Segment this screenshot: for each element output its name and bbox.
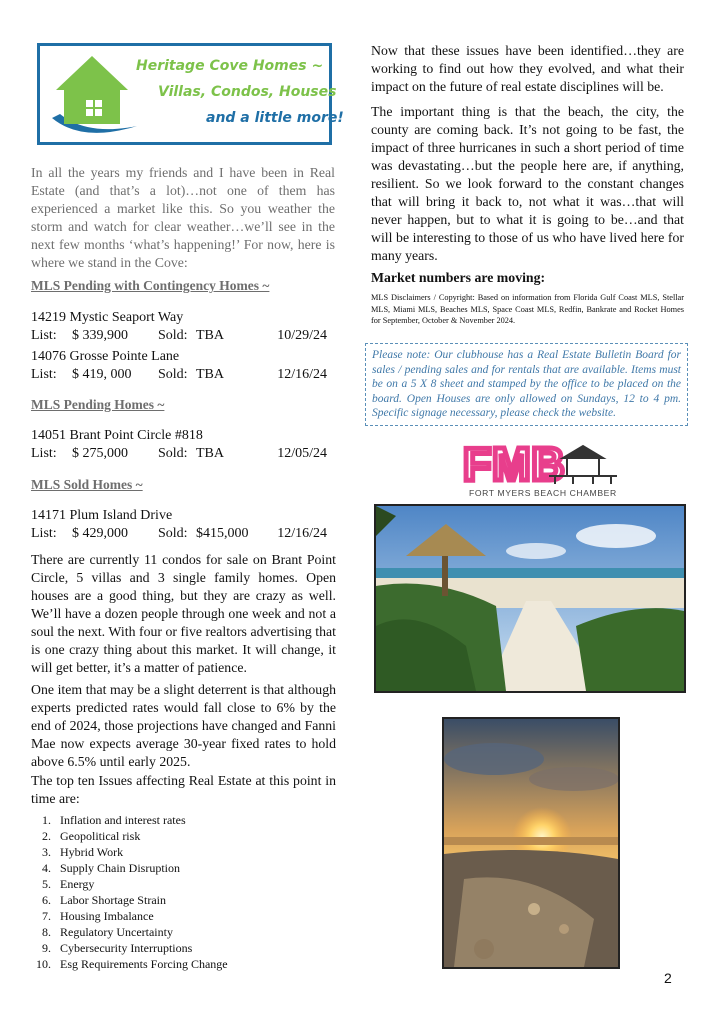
listing-date: 12/05/24 [277,446,327,461]
logo-line-1: Heritage Cove Homes ~ [136,58,324,74]
list-item: 9. Cybersecurity Interruptions [54,940,374,956]
issues-intro-paragraph: The top ten Issues affecting Real Estate at this point in time are: [31,773,336,806]
sold-label: Sold: [158,328,188,343]
sold-value: TBA [196,446,224,461]
logo-line-2: Villas, Condos, Houses [158,84,337,100]
pending-heading: MLS Pending Homes ~ [31,397,165,412]
list-price: $ 339,900 [72,328,128,343]
intro-paragraph: In all the years my friends and I have been in Real Estate (and that’s a lot)…not one of them has experienced a market like this. So you weather the storm and watch for clear weather…we’ll see in the next few months ‘what’s happening!’ For now, here is where we stand in the Cove: [31,165,335,270]
list-item: 7. Housing Imbalance [54,908,374,924]
list-price: $ 275,000 [72,446,128,461]
listing-mystic-seaport [31,309,327,345]
list-item: 8. Regulatory Uncertainty [54,924,374,940]
condos-paragraph: There are currently 11 condos for sale on Brant Point Circle, 5 villas and 3 single family homes. Open houses are a good thing, but they are crazy as well. We’ll have a dozen people through one week and not a soul the next. With four or five realtors advertising that is one crazy thing about this market. It will change, it will get better, it’s a matter of patience. [31,552,336,675]
list-price: $ 419, 000 [72,367,132,382]
sold-label: Sold: [158,446,188,461]
list-label: List: [31,446,57,461]
list-label: List: [31,367,57,382]
listing-address: 14076 Grosse Pointe Lane [31,349,180,364]
list-item: 5. Energy [54,876,374,892]
listing-plum-island [31,507,327,543]
market-numbers-heading: Market numbers are moving: [371,270,546,285]
beach-path-photo [374,504,686,693]
list-item: 1. Inflation and interest rates [54,812,374,828]
list-item: 3. Hybrid Work [54,844,374,860]
listing-address: 14219 Mystic Seaport Way [31,310,184,325]
page-number: 2 [664,970,672,986]
mls-disclaimer: MLS Disclaimers / Copyright: Based on information from Florida Gulf Coast MLS, Stellar MLS, Miami MLS, Beaches MLS, Space Coast MLS, Redfin, Bankrate and Rocket Homes for September, October & November 2024. [371,293,684,325]
list-label: List: [31,328,57,343]
sold-value: TBA [196,328,224,343]
logo-line-3: and a little more! [206,110,344,126]
fmb-letters: FMB [463,440,566,486]
listing-date: 12/16/24 [277,526,327,541]
sold-value: $415,000 [196,526,249,541]
list-item: 10. Esg Requirements Forcing Change [54,956,374,972]
fmb-logo-graphic [463,440,623,486]
listing-date: 10/29/24 [277,328,327,343]
fmb-subtitle: FORT MYERS BEACH CHAMBER [469,488,617,498]
list-item: 2. Geopolitical risk [54,828,374,844]
issues-followup-paragraph: Now that these issues have been identified…they are working to find out how they evolved, and what their impact on the future of real estate disciplines will be. [371,43,684,94]
sold-label: Sold: [158,367,188,382]
issues-list [16,812,374,972]
listing-address: 14051 Brant Point Circle #818 [31,428,203,443]
list-label: List: [31,526,57,541]
listing-date: 12/16/24 [277,367,327,382]
rates-paragraph: One item that may be a slight deterrent is that although experts predicted rates would fall close to 6% by the end of 2024, those projections have changed and Fanni Mae now expects average 30-year fixed rates to hold above 6.5% until early 2025. [31,682,336,769]
sold-heading: MLS Sold Homes ~ [31,477,143,492]
clubhouse-note-box: Please note: Our clubhouse has a Real Estate Bulletin Board for sales / pending sales and for rentals that are available. Items must be on a 5 X 8 sheet and stamped by the office to be placed on the board. Open Houses are only allowed on Sundays, 12 to 4 pm. Specific signage necessary, please check the website. [365,343,688,426]
listing-grosse-pointe [31,348,327,384]
heritage-cove-logo [37,43,344,145]
pending-contingency-heading: MLS Pending with Contingency Homes ~ [31,278,270,293]
list-item: 6. Labor Shortage Strain [54,892,374,908]
listing-address: 14171 Plum Island Drive [31,508,173,523]
recovery-paragraph: The important thing is that the beach, the city, the county are coming back. It’s not going to be fast, the impact of three hurricanes in such a short period of time was devastating…but the people here are, if anything, resilient. So we look forward to the constant changes that will bring it back to, not what it was…that will never happen, but to what it is going to be…and that will be interesting to those of us who have lived here for many years. [371,104,684,263]
sold-label: Sold: [158,526,188,541]
listing-brant-point [31,427,327,463]
sold-value: TBA [196,367,224,382]
list-price: $ 429,000 [72,526,128,541]
house-swoosh-icon [42,48,142,144]
list-item: 4. Supply Chain Disruption [54,860,374,876]
sunset-shore-photo [442,717,620,969]
fmb-chamber-logo [463,440,623,500]
